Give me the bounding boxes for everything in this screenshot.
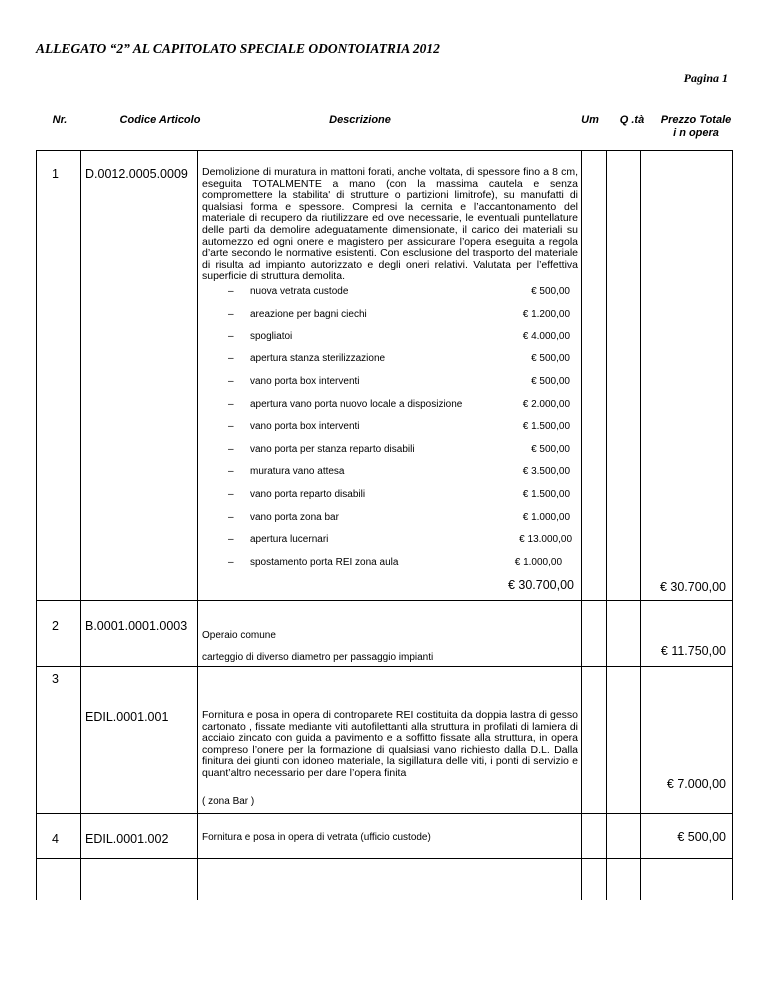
header-codice: Codice Articolo bbox=[119, 114, 201, 126]
item-amount: € 4.000,00 bbox=[522, 331, 570, 342]
item-dash: – bbox=[228, 399, 234, 410]
item-label: apertura stanza sterilizzazione bbox=[250, 353, 386, 364]
item-dash: – bbox=[228, 331, 234, 342]
item-label: nuova vetrata custode bbox=[250, 286, 349, 297]
item-label: apertura vano porta nuovo locale a disposizione bbox=[250, 399, 463, 410]
item-dash: – bbox=[228, 557, 234, 568]
item-dash: – bbox=[228, 444, 234, 455]
item-dash: – bbox=[228, 489, 234, 500]
grid-col-line bbox=[197, 150, 198, 900]
table-top-border bbox=[36, 150, 732, 151]
item-label: vano porta box interventi bbox=[250, 421, 360, 432]
item-label: vano porta box interventi bbox=[250, 376, 360, 387]
row-nr: 3 bbox=[52, 672, 59, 686]
row-note: ( zona Bar ) bbox=[202, 796, 255, 807]
row-descrizione: Operaio comune bbox=[202, 630, 276, 641]
row-codice: EDIL.0001.002 bbox=[85, 832, 169, 846]
item-label: areazione per bagni ciechi bbox=[250, 309, 367, 320]
grid-col-line bbox=[80, 150, 81, 900]
row-descrizione: Fornitura e posa in opera di controparete REI costituita da doppia lastra di gesso cartonato , fissate mediante viti autofilettanti alla struttura in profilati di lamiera di acciaio zincato con guida a pavimento e a soffitto fissate alla struttura, in opera compreso l’onere per la formazione di qualsiasi vano richiesto dalla D.L. Dalla finitura dei giunti con idoneo materiale, la sigillatura delle viti, i ponti di servizio e quant’altro necessario per dare l’opera finita bbox=[202, 709, 578, 779]
item-amount: € 1.200,00 bbox=[522, 309, 570, 320]
item-amount: € 500,00 bbox=[531, 353, 570, 364]
item-amount: € 2.000,00 bbox=[522, 399, 570, 410]
item-dash: – bbox=[228, 512, 234, 523]
grid-col-line bbox=[732, 150, 733, 900]
item-amount: € 500,00 bbox=[531, 376, 570, 387]
row-nr: 4 bbox=[52, 832, 59, 846]
row-divider bbox=[36, 858, 732, 859]
grid-col-line bbox=[606, 150, 607, 900]
item-dash: – bbox=[228, 534, 234, 545]
header-nr: Nr. bbox=[52, 114, 68, 126]
grid-col-line bbox=[36, 150, 37, 900]
header-descrizione: Descrizione bbox=[329, 114, 391, 126]
item-dash: – bbox=[228, 309, 234, 320]
item-dash: – bbox=[228, 466, 234, 477]
row-total: € 7.000,00 bbox=[666, 777, 726, 791]
item-label: spostamento porta REI zona aula bbox=[250, 557, 399, 568]
item-amount: € 500,00 bbox=[531, 286, 570, 297]
item-amount: € 1.000,00 bbox=[522, 512, 570, 523]
item-label: vano porta per stanza reparto disabili bbox=[250, 444, 415, 455]
item-dash: – bbox=[228, 286, 234, 297]
header-qta: Q .tà bbox=[619, 114, 645, 126]
item-amount: € 1.500,00 bbox=[522, 489, 570, 500]
item-dash: – bbox=[228, 353, 234, 364]
header-prezzo-line2: i n opera bbox=[673, 127, 719, 139]
header-prezzo bbox=[644, 114, 748, 140]
row-divider bbox=[36, 813, 732, 814]
grid-col-line bbox=[581, 150, 582, 900]
row-divider bbox=[36, 600, 732, 601]
item-amount: € 13.000,00 bbox=[519, 534, 572, 545]
row-codice: D.0012.0005.0009 bbox=[85, 167, 188, 181]
row-total: € 30.700,00 bbox=[659, 580, 726, 594]
item-dash: – bbox=[228, 421, 234, 432]
header-prezzo-line1: Prezzo Totale bbox=[660, 114, 732, 126]
row-descrizione: Demolizione di muratura in mattoni forati, anche voltata, di spessore fino a 8 cm, eseguita TOTALMENTE a mano (con la massima cautela e senza compromettere la stabilita' di strutture o partizioni limitrofe), su manufatti di qualsiasi forma e spessore. Compresi la cernita e l’accantonamento del materiale di recupero da riutilizzare ed ove necessarie, le eventuali puntellature delle parti da demolire adeguatamente dimensionate, il carico dei materiali su automezzo ed ogni onere e magistero per assicurare l’opera eseguita a regola d’arte secondo le normative esistenti. Con esclusione del trasporto del materiale di risulta ad impianto autorizzato e degli oneri relativi. Valutata per l’effettiva superficie di struttura demolita. bbox=[202, 166, 578, 283]
row-divider bbox=[36, 666, 732, 667]
page-label: Pagina 1 bbox=[683, 71, 728, 85]
item-label: spogliatoi bbox=[250, 331, 293, 342]
item-label: vano porta reparto disabili bbox=[250, 489, 366, 500]
item-amount: € 500,00 bbox=[531, 444, 570, 455]
item-amount: € 1.000,00 bbox=[514, 557, 562, 568]
item-label: apertura lucernari bbox=[250, 534, 329, 545]
row-codice: B.0001.0001.0003 bbox=[85, 619, 188, 633]
row-subtotal: € 30.700,00 bbox=[507, 578, 574, 592]
document-title: ALLEGATO “2” AL CAPITOLATO SPECIALE ODONTOIATRIA 2012 bbox=[36, 41, 440, 56]
item-label: vano porta zona bar bbox=[250, 512, 339, 523]
row-note: carteggio di diverso diametro per passaggio impianti bbox=[202, 652, 434, 663]
item-dash: – bbox=[228, 376, 234, 387]
item-amount: € 3.500,00 bbox=[522, 466, 570, 477]
item-label: muratura vano attesa bbox=[250, 466, 345, 477]
row-nr: 1 bbox=[52, 167, 59, 181]
header-um: Um bbox=[581, 114, 599, 126]
row-total: € 500,00 bbox=[677, 830, 726, 844]
item-amount: € 1.500,00 bbox=[522, 421, 570, 432]
row-descrizione: Fornitura e posa in opera di vetrata (ufficio custode) bbox=[202, 832, 431, 843]
row-total: € 11.750,00 bbox=[660, 644, 726, 658]
row-nr: 2 bbox=[52, 619, 59, 633]
row-codice: EDIL.0001.001 bbox=[85, 710, 169, 724]
